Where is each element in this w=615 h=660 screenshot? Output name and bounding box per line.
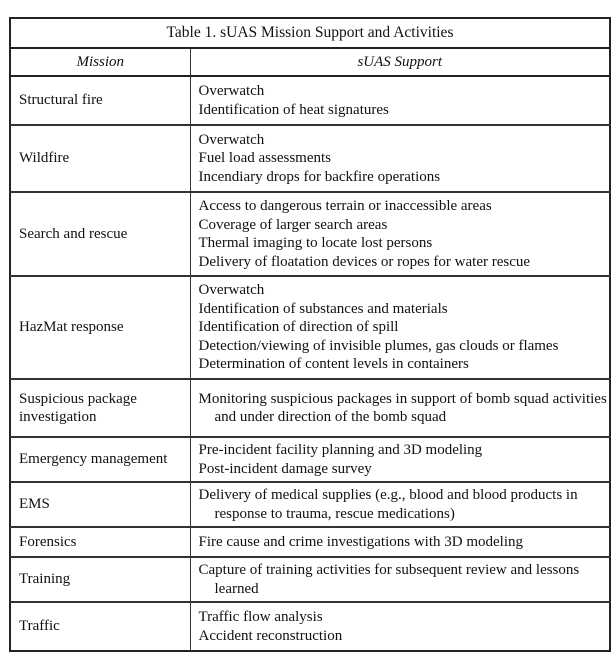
support-cell [190,527,610,557]
support-item: Monitoring suspicious packages in support of bomb squad activities and under direction of the bomb squad [198,390,607,425]
table-row [10,276,610,379]
mission-cell: EMS [10,482,190,527]
mission-cell: Training [10,557,190,602]
mission-cell: HazMat response [10,276,190,379]
support-list [199,533,610,552]
table-row [10,527,610,557]
support-cell [190,379,610,437]
support-item: Overwatch [198,131,265,148]
table-row [10,557,610,602]
support-list [199,131,610,187]
support-item: Delivery of medical supplies (e.g., blood and blood products in response to trauma, rescue medications) [198,487,578,522]
support-item: Fuel load assessments [198,150,331,167]
table-row [10,379,610,437]
table-row [10,76,610,125]
support-item: Determination of content levels in containers [198,356,469,373]
table-row [10,125,610,192]
support-list [199,486,610,523]
support-list [199,197,610,271]
support-item: Pre-incident facility planning and 3D modeling [198,442,483,458]
support-item: Accident reconstruction [198,627,343,644]
mission-cell: Emergency management [10,437,190,482]
support-list [199,390,610,427]
support-list [199,608,610,645]
suas-mission-table [9,17,611,652]
support-item: Identification of substances and materials [198,300,448,317]
support-list [199,561,610,598]
mission-cell: Search and rescue [10,192,190,276]
support-cell [190,76,610,125]
support-cell [190,276,610,379]
support-item: Detection/viewing of invisible plumes, gas clouds or flames [198,337,559,354]
support-item: Coverage of larger search areas [198,216,388,233]
support-item: Access to dangerous terrain or inaccessible areas [198,198,492,214]
support-item: Fire cause and crime investigations with 3D modeling [198,533,524,550]
support-item: Overwatch [198,282,265,299]
support-item: Delivery of floatation devices or ropes for water rescue [198,253,531,270]
table-row [10,192,610,276]
support-cell [190,192,610,276]
support-cell [190,602,610,651]
mission-cell: Suspicious package investigation [10,379,190,437]
mission-cell: Structural fire [10,76,190,125]
support-item: Traffic flow analysis [198,609,323,625]
mission-cell: Traffic [10,602,190,651]
support-item: Overwatch [198,83,265,99]
support-cell [190,557,610,602]
mission-cell: Wildfire [10,125,190,192]
support-list [199,82,610,119]
support-list [199,441,610,478]
support-item: Identification of heat signatures [198,101,389,118]
support-list [199,281,610,374]
table-caption: Table 1. sUAS Mission Support and Activities [10,18,610,48]
table-row [10,482,610,527]
support-cell [190,125,610,192]
support-item: Post-incident damage survey [198,460,372,477]
header-suas-support: sUAS Support [190,48,610,76]
mission-cell: Forensics [10,527,190,557]
support-item: Identification of direction of spill [198,319,399,336]
table-row [10,602,610,651]
support-item: Capture of training activities for subsequent review and lessons learned [198,562,580,597]
support-cell [190,437,610,482]
table-row [10,437,610,482]
support-item: Thermal imaging to locate lost persons [198,235,433,251]
header-mission: Mission [10,48,190,76]
support-cell [190,482,610,527]
support-item: Incendiary drops for backfire operations [198,168,441,185]
